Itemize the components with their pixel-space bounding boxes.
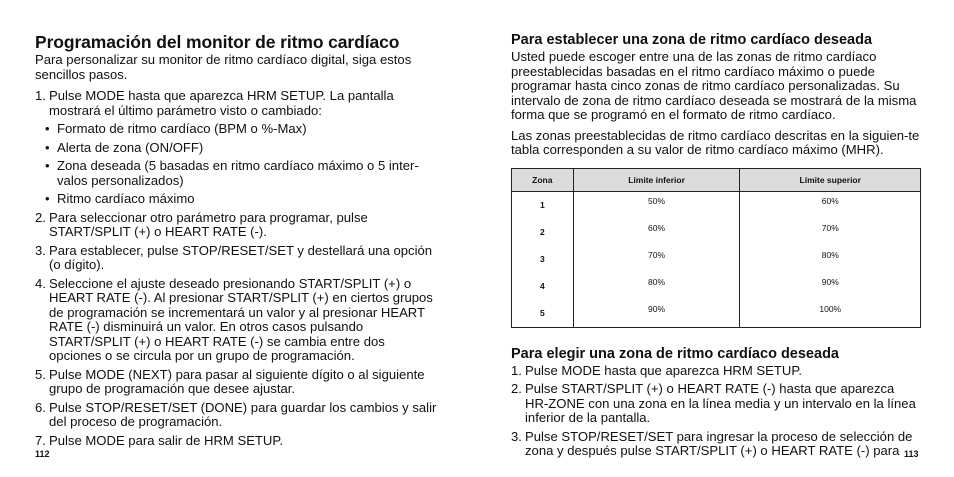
step-number: 1. [511,362,522,378]
left-page [35,32,440,452]
section-title-zone-setup: Para establecer una zona de ritmo cardíaco deseada [511,32,873,48]
table-row [512,219,921,246]
step-item [35,434,440,449]
table-cell: 4 [512,273,574,300]
step-text: Pulse MODE hasta que aparezca HRM SETUP. [525,362,803,378]
step-number: 6. [35,399,46,415]
step-item [35,89,440,118]
table-cell: 1 [512,191,574,219]
step-number: 1. [35,88,46,103]
table-cell: 2 [512,219,574,246]
step-number: 3. [511,428,522,444]
bullet-icon: • [45,139,50,155]
table-cell: 90% [740,273,921,300]
table-row [512,300,921,328]
column-header: Zona [512,168,574,191]
step-item [35,401,440,430]
right-page [511,32,921,463]
step-item [511,430,921,459]
step-number: 3. [35,242,46,258]
column-header: Límite inferior [573,168,740,191]
table-row [512,246,921,273]
step-item [511,382,921,426]
table-cell: 70% [740,219,921,246]
table-cell: 70% [573,246,740,273]
bullet-item [45,122,440,137]
table-cell: 100% [740,300,921,328]
step-text: Para establecer, pulse STOP/RESET/SET y destellará una opción (o dígito). [49,242,433,272]
bullet-list [45,122,440,207]
paragraph: Usted puede escoger entre una de las zonas de ritmo cardíaco preestablecidas basadas en el ritmo cardíaco máximo o puede programar hasta cinco zonas de ritmo cardíaco personalizadas. Su intervalo de zona de ritmo cardíaco deseada se mostrará de la misma forma que se programó en el formato de ritmo cardíaco. [511,49,917,122]
page-number-left: 112 [35,449,50,459]
table-cell: 3 [512,246,574,273]
step-item [35,244,440,273]
table-header-row [512,168,921,191]
section-title-zone-select: Para elegir una zona de ritmo cardíaco deseada [511,345,839,362]
table-cell: 60% [573,219,740,246]
bullet-icon: • [45,158,50,173]
step-number: 5. [35,366,46,382]
bullet-text: Alerta de zona (ON/OFF) [57,139,204,155]
bullet-text: Zona deseada (5 basadas en ritmo cardíaco máximo o 5 inter-valos personalizados) [57,158,419,188]
page-number-right: 113 [904,449,919,459]
table-cell: 90% [573,300,740,328]
table-cell: 5 [512,300,574,328]
table-cell: 60% [740,191,921,219]
step-number: 2. [35,209,46,225]
table-cell: 80% [573,273,740,300]
step-item [35,211,440,240]
page-title-left: Programación del monitor de ritmo cardíaco [35,32,400,52]
step-text: Pulse MODE para salir de HRM SETUP. [49,432,284,448]
step-text: Pulse MODE (NEXT) para pasar al siguiente dígito o al siguiente grupo de programación que desee ajustar. [49,366,425,396]
step-number: 7. [35,432,46,448]
step-number: 2. [511,381,522,396]
table-cell: 50% [573,191,740,219]
table-row [512,273,921,300]
step-item [35,277,440,364]
bullet-icon: • [45,121,50,136]
table-cell: 80% [740,246,921,273]
step-item [511,364,921,379]
bullet-item [45,141,440,156]
bullet-text: Ritmo cardíaco máximo [57,191,195,206]
step-text: Pulse STOP/RESET/SET (DONE) para guardar los cambios y salir del proceso de programación. [49,399,437,429]
column-header: Límite superior [740,168,921,191]
step-text: Para seleccionar otro parámetro para programar, pulse START/SPLIT (+) o HEART RATE (-). [49,209,368,239]
step-item [35,368,440,397]
bullet-item [45,159,440,188]
bullet-item [45,192,440,207]
zone-table [511,168,921,328]
intro-text: Para personalizar su monitor de ritmo cardíaco digital, siga estos sencillos pasos. [35,52,412,82]
step-text: Seleccione el ajuste deseado presionando START/SPLIT (+) o HEART RATE (-). Al presionar START/SPLIT (+) en ciertos grupos de programación se incrementará un valor y al presionar HEART RATE (-) disminuirá un valor. En otros casos pulsando START/SPLIT (+) o HEART RATE (-) se cambia entre dos opciones o se circula por un grupo de programación. [49,275,433,363]
table-row [512,191,921,219]
step-text: Pulse START/SPLIT (+) o HEART RATE (-) hasta que aparezca HR-ZONE con una zona en la línea media y un intervalo en la línea inferior de la pantalla. [525,381,916,425]
bullet-text: Formato de ritmo cardíaco (BPM o %-Max) [57,121,307,136]
bullet-icon: • [45,191,50,206]
step-text: Pulse MODE hasta que aparezca HRM SETUP. La pantalla mostrará el último parámetro visto o cambiado: [49,88,394,118]
paragraph: Las zonas preestablecidas de ritmo cardíaco descritas en la siguien-te tabla corresponden a su valor de ritmo cardíaco máximo (MHR). [511,127,920,157]
step-number: 4. [35,275,46,291]
step-text: Pulse STOP/RESET/SET para ingresar la proceso de selección de zona y después pulse START/SPLIT (+) o HEART RATE (-) para [525,428,913,458]
